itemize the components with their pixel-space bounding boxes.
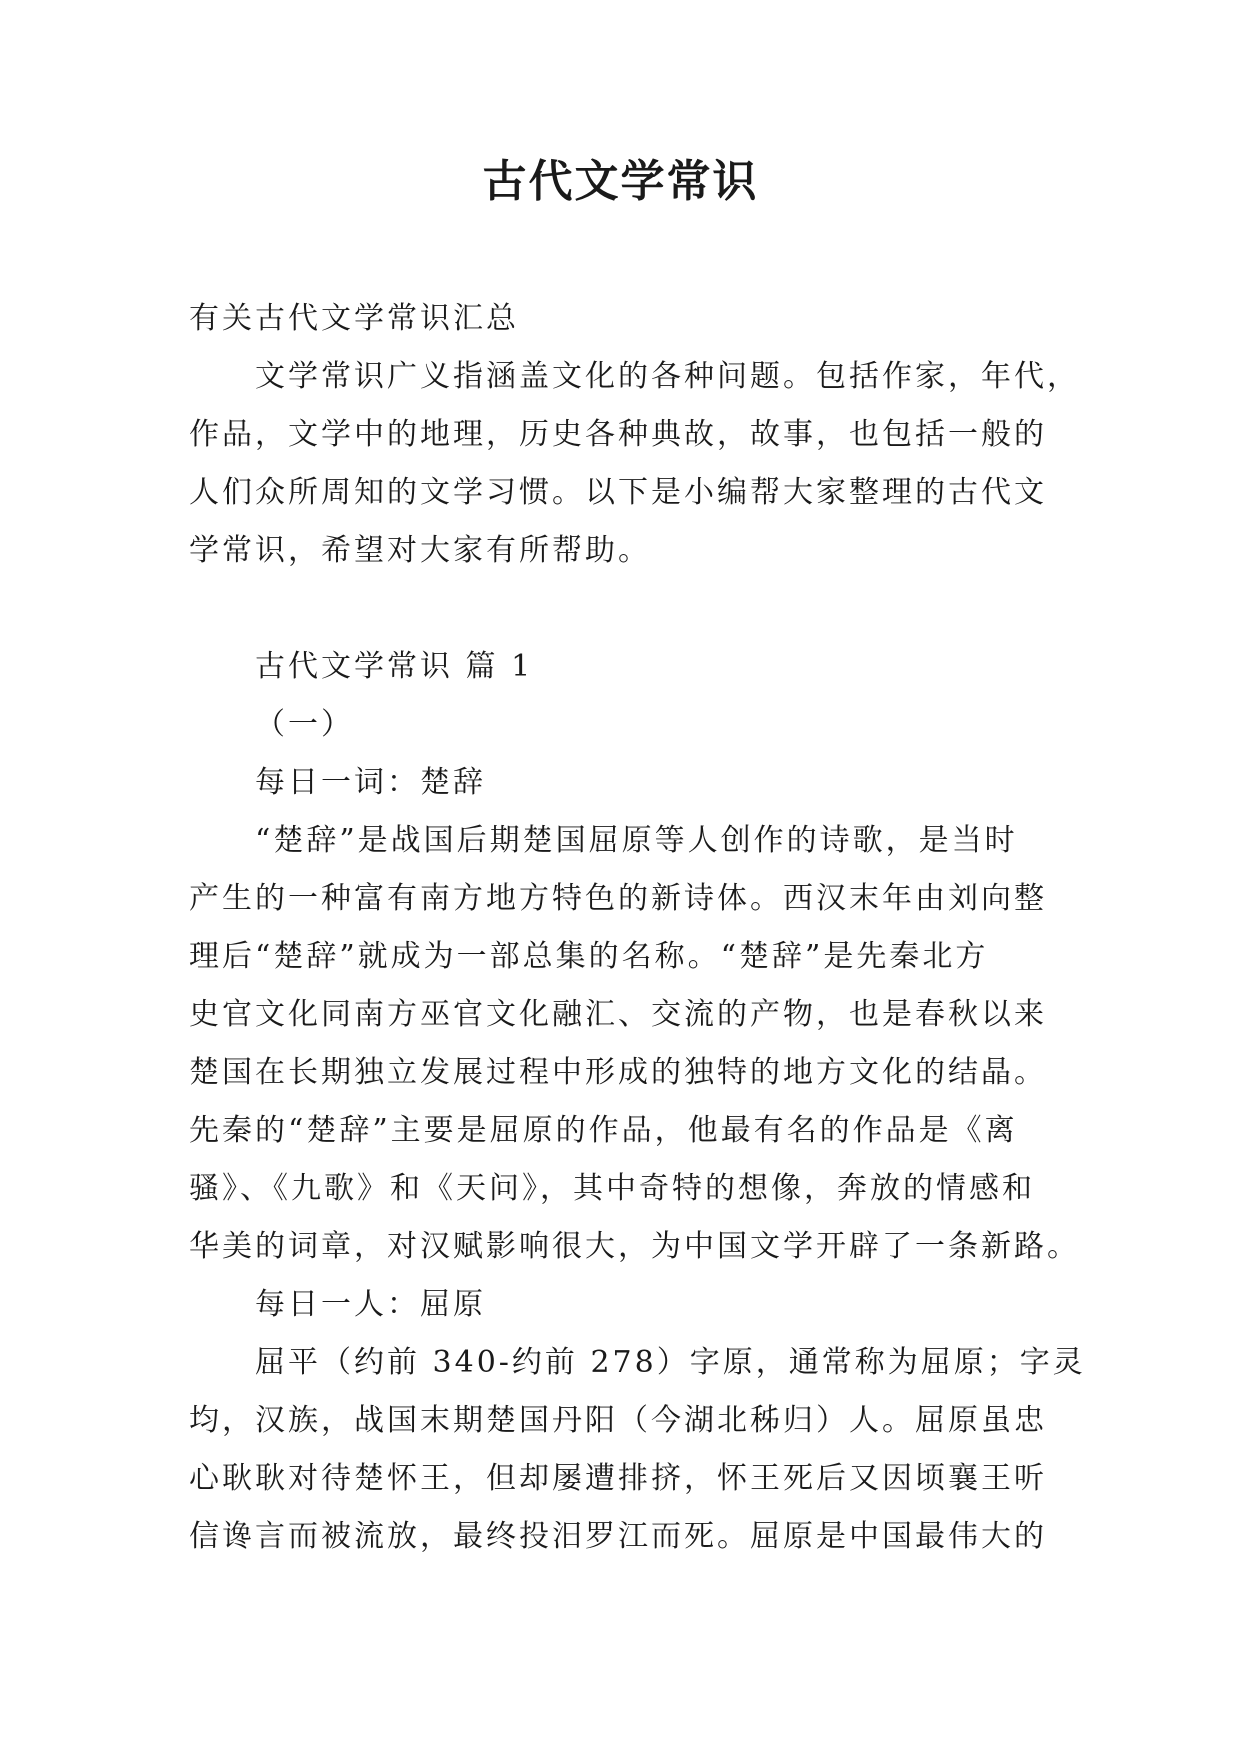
- intro-paragraph: [189, 348, 1080, 580]
- paragraph-line: 史官文化同南方巫官文化融汇、交流的产物，也是春秋以来: [189, 997, 1047, 1032]
- word-of-day-paragraph: [189, 812, 1080, 1276]
- section-heading: 古代文学常识 篇 1: [255, 649, 534, 684]
- paragraph-line: 楚国在长期独立发展过程中形成的独特的地方文化的结晶。: [189, 1055, 1047, 1090]
- paragraph-line: 均，汉族，战国末期楚国丹阳（今湖北秭归）人。屈原虽忠: [189, 1403, 1047, 1438]
- paragraph-line: 先秦的“楚辞”主要是屈原的作品，他最有名的作品是《离: [189, 1113, 1018, 1148]
- paragraph-line: 骚》、《九歌》和《天问》，其中奇特的想像，奔放的情感和: [189, 1171, 1035, 1206]
- subtitle: 有关古代文学常识汇总: [189, 301, 519, 336]
- part-label: （一）: [255, 707, 354, 742]
- paragraph-line: 理后“楚辞”就成为一部总集的名称。“楚辞”是先秦北方: [189, 939, 989, 974]
- intro-line: 作品，文学中的地理，历史各种典故，故事，也包括一般的: [189, 417, 1047, 452]
- paragraph-line: 心耿耿对待楚怀王，但却屡遭排挤，怀王死后又因顷襄王听: [189, 1461, 1047, 1496]
- intro-line: 学常识，希望对大家有所帮助。: [189, 533, 651, 568]
- person-of-day-paragraph: [189, 1334, 1086, 1566]
- paragraph-line: 华美的词章，对汉赋影响很大，为中国文学开辟了一条新路。: [189, 1229, 1080, 1264]
- document-body: [189, 290, 1086, 1566]
- paragraph-gap: [189, 580, 1059, 638]
- word-of-day-heading: 每日一词：楚辞: [255, 765, 486, 800]
- paragraph-line: 产生的一种富有南方地方特色的新诗体。西汉末年由刘向整: [189, 881, 1047, 916]
- paragraph-line: 屈平（约前 340-约前 278）字原，通常称为屈原；字灵: [255, 1345, 1086, 1380]
- document-title: 古代文学常识: [482, 156, 759, 207]
- intro-line: 人们众所周知的文学习惯。以下是小编帮大家整理的古代文: [189, 475, 1047, 510]
- intro-line: 文学常识广义指涵盖文化的各种问题。包括作家，年代，: [255, 359, 1080, 394]
- paragraph-line: “楚辞”是战国后期楚国屈原等人创作的诗歌，是当时: [255, 823, 1018, 858]
- person-of-day-heading: 每日一人：屈原: [255, 1287, 486, 1322]
- paragraph-line: 信谗言而被流放，最终投汨罗江而死。屈原是中国最伟大的: [189, 1519, 1047, 1554]
